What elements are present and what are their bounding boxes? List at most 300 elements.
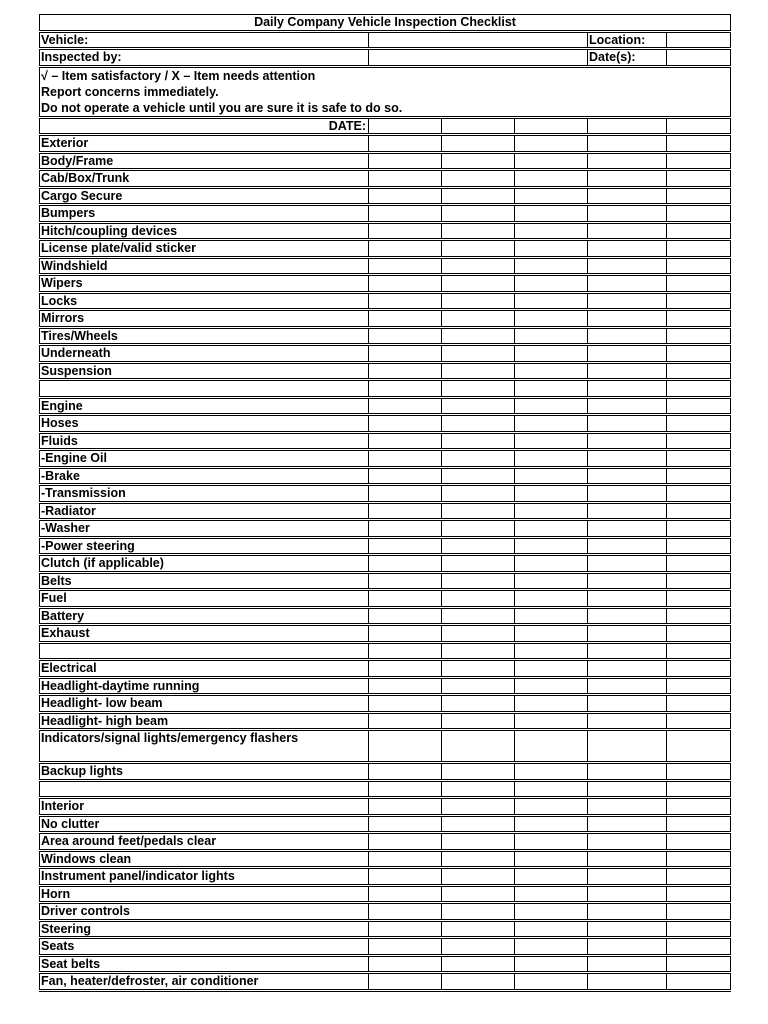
check-cell[interactable] <box>442 240 515 258</box>
checklist-row <box>40 275 731 293</box>
checklist-row <box>40 485 731 503</box>
check-cell[interactable] <box>369 520 442 538</box>
checklist-row <box>40 502 731 520</box>
date-cell[interactable] <box>369 117 442 135</box>
checklist-row <box>40 868 731 886</box>
check-cell[interactable] <box>515 572 588 590</box>
check-cell[interactable] <box>515 187 588 205</box>
check-cell[interactable] <box>442 310 515 328</box>
check-cell[interactable] <box>588 625 667 643</box>
check-cell[interactable] <box>515 485 588 503</box>
check-cell[interactable] <box>369 833 442 851</box>
check-cell[interactable] <box>667 815 731 833</box>
check-cell[interactable] <box>667 833 731 851</box>
check-cell[interactable] <box>515 467 588 485</box>
check-cell[interactable] <box>442 467 515 485</box>
check-cell[interactable] <box>588 257 667 275</box>
check-cell[interactable] <box>515 257 588 275</box>
checklist-item-label: Driver controls <box>40 903 369 921</box>
page-title: Daily Company Vehicle Inspection Checklist <box>40 15 731 32</box>
check-cell[interactable] <box>515 798 588 816</box>
check-cell[interactable] <box>515 730 588 763</box>
check-cell[interactable] <box>667 780 731 798</box>
check-cell[interactable] <box>369 850 442 868</box>
check-cell[interactable] <box>667 502 731 520</box>
check-cell[interactable] <box>667 415 731 433</box>
check-cell[interactable] <box>588 362 667 380</box>
check-cell[interactable] <box>442 868 515 886</box>
check-cell[interactable] <box>588 555 667 573</box>
check-cell[interactable] <box>667 730 731 763</box>
check-cell[interactable] <box>369 170 442 188</box>
check-cell[interactable] <box>369 292 442 310</box>
check-cell[interactable] <box>588 938 667 956</box>
check-cell[interactable] <box>588 798 667 816</box>
check-cell[interactable] <box>588 170 667 188</box>
check-cell[interactable] <box>667 135 731 153</box>
check-cell[interactable] <box>442 903 515 921</box>
check-cell[interactable] <box>442 660 515 678</box>
check-cell[interactable] <box>667 763 731 781</box>
check-cell[interactable] <box>442 485 515 503</box>
check-cell[interactable] <box>588 240 667 258</box>
check-cell[interactable] <box>369 938 442 956</box>
check-cell[interactable] <box>515 903 588 921</box>
checklist-row <box>40 327 731 345</box>
check-cell[interactable] <box>515 450 588 468</box>
check-cell[interactable] <box>515 695 588 713</box>
check-cell[interactable] <box>442 677 515 695</box>
check-cell[interactable] <box>515 222 588 240</box>
checklist-item-label <box>40 642 369 660</box>
check-cell[interactable] <box>667 257 731 275</box>
check-cell[interactable] <box>515 780 588 798</box>
check-cell[interactable] <box>515 380 588 398</box>
checklist-row <box>40 415 731 433</box>
legend-note: √ – Item satisfactory / X – Item needs attention <box>40 66 731 84</box>
check-cell[interactable] <box>515 170 588 188</box>
vehicle-row <box>40 31 731 49</box>
check-cell[interactable] <box>515 590 588 608</box>
check-cell[interactable] <box>369 555 442 573</box>
check-cell[interactable] <box>667 432 731 450</box>
check-cell[interactable] <box>667 537 731 555</box>
check-cell[interactable] <box>588 712 667 730</box>
check-cell[interactable] <box>515 868 588 886</box>
check-cell[interactable] <box>588 520 667 538</box>
check-cell[interactable] <box>667 973 731 991</box>
inspected-by-row <box>40 49 731 67</box>
checklist-row <box>40 850 731 868</box>
check-cell[interactable] <box>667 187 731 205</box>
check-cell[interactable] <box>667 152 731 170</box>
check-cell[interactable] <box>515 327 588 345</box>
check-cell[interactable] <box>369 660 442 678</box>
check-cell[interactable] <box>515 275 588 293</box>
checklist-item-label: Headlight- high beam <box>40 712 369 730</box>
check-cell[interactable] <box>515 885 588 903</box>
check-cell[interactable] <box>442 292 515 310</box>
check-cell[interactable] <box>369 257 442 275</box>
check-cell[interactable] <box>369 327 442 345</box>
check-cell[interactable] <box>588 432 667 450</box>
checklist-item-label: Headlight-daytime running <box>40 677 369 695</box>
checklist-row <box>40 257 731 275</box>
check-cell[interactable] <box>442 257 515 275</box>
checklist-row <box>40 730 731 763</box>
check-cell[interactable] <box>667 920 731 938</box>
check-cell[interactable] <box>588 345 667 363</box>
check-cell[interactable] <box>442 625 515 643</box>
check-cell[interactable] <box>667 397 731 415</box>
check-cell[interactable] <box>667 345 731 363</box>
check-cell[interactable] <box>588 850 667 868</box>
check-cell[interactable] <box>588 467 667 485</box>
check-cell[interactable] <box>442 135 515 153</box>
check-cell[interactable] <box>667 712 731 730</box>
check-cell[interactable] <box>667 485 731 503</box>
checklist-item-label: -Radiator <box>40 502 369 520</box>
check-cell[interactable] <box>369 798 442 816</box>
check-cell[interactable] <box>667 798 731 816</box>
check-cell[interactable] <box>588 485 667 503</box>
check-cell[interactable] <box>369 240 442 258</box>
check-cell[interactable] <box>515 607 588 625</box>
check-cell[interactable] <box>588 642 667 660</box>
check-cell[interactable] <box>515 660 588 678</box>
checklist-item-label: Indicators/signal lights/emergency flashers <box>40 730 369 763</box>
check-cell[interactable] <box>369 537 442 555</box>
check-cell[interactable] <box>588 205 667 223</box>
check-cell[interactable] <box>369 205 442 223</box>
checklist-row <box>40 973 731 991</box>
check-cell[interactable] <box>667 275 731 293</box>
check-cell[interactable] <box>588 763 667 781</box>
checklist-item-label: Exterior <box>40 135 369 153</box>
check-cell[interactable] <box>369 397 442 415</box>
check-cell[interactable] <box>442 152 515 170</box>
check-cell[interactable] <box>369 135 442 153</box>
check-cell[interactable] <box>442 555 515 573</box>
checklist-item-label: -Brake <box>40 467 369 485</box>
check-cell[interactable] <box>442 345 515 363</box>
check-cell[interactable] <box>588 537 667 555</box>
check-cell[interactable] <box>369 572 442 590</box>
checklist-item-label: Fan, heater/defroster, air conditioner <box>40 973 369 991</box>
check-cell[interactable] <box>442 833 515 851</box>
check-cell[interactable] <box>369 903 442 921</box>
check-cell[interactable] <box>442 730 515 763</box>
check-cell[interactable] <box>588 450 667 468</box>
check-cell[interactable] <box>588 152 667 170</box>
check-cell[interactable] <box>667 607 731 625</box>
checklist-item-label: Windshield <box>40 257 369 275</box>
check-cell[interactable] <box>369 310 442 328</box>
check-cell[interactable] <box>442 642 515 660</box>
check-cell[interactable] <box>515 397 588 415</box>
check-cell[interactable] <box>667 205 731 223</box>
check-cell[interactable] <box>442 170 515 188</box>
check-cell[interactable] <box>588 695 667 713</box>
check-cell[interactable] <box>369 590 442 608</box>
check-cell[interactable] <box>515 938 588 956</box>
check-cell[interactable] <box>588 955 667 973</box>
check-cell[interactable] <box>442 415 515 433</box>
check-cell[interactable] <box>515 625 588 643</box>
check-cell[interactable] <box>667 170 731 188</box>
check-cell[interactable] <box>515 555 588 573</box>
check-cell[interactable] <box>588 327 667 345</box>
check-cell[interactable] <box>442 973 515 991</box>
check-cell[interactable] <box>515 152 588 170</box>
check-cell[interactable] <box>515 677 588 695</box>
check-cell[interactable] <box>369 415 442 433</box>
check-cell[interactable] <box>442 590 515 608</box>
check-cell[interactable] <box>442 187 515 205</box>
check-cell[interactable] <box>442 955 515 973</box>
checklist-item-label: Belts <box>40 572 369 590</box>
check-cell[interactable] <box>442 397 515 415</box>
safety-note: Do not operate a vehicle until you are sure it is safe to do so. <box>40 100 731 118</box>
check-cell[interactable] <box>369 345 442 363</box>
check-cell[interactable] <box>667 327 731 345</box>
check-cell[interactable] <box>667 520 731 538</box>
vehicle-label: Vehicle: <box>40 31 369 49</box>
check-cell[interactable] <box>369 712 442 730</box>
check-cell[interactable] <box>667 590 731 608</box>
check-cell[interactable] <box>588 607 667 625</box>
check-cell[interactable] <box>369 187 442 205</box>
check-cell[interactable] <box>442 327 515 345</box>
check-cell[interactable] <box>588 222 667 240</box>
checklist-row <box>40 938 731 956</box>
check-cell[interactable] <box>369 502 442 520</box>
checklist-item-label: Area around feet/pedals clear <box>40 833 369 851</box>
check-cell[interactable] <box>667 868 731 886</box>
check-cell[interactable] <box>588 310 667 328</box>
check-cell[interactable] <box>667 695 731 713</box>
location-field[interactable] <box>667 31 731 49</box>
checklist-item-label <box>40 380 369 398</box>
check-cell[interactable] <box>369 485 442 503</box>
check-cell[interactable] <box>442 502 515 520</box>
check-cell[interactable] <box>515 850 588 868</box>
check-cell[interactable] <box>515 973 588 991</box>
check-cell[interactable] <box>515 712 588 730</box>
check-cell[interactable] <box>588 815 667 833</box>
checklist-item-label: Instrument panel/indicator lights <box>40 868 369 886</box>
check-cell[interactable] <box>442 763 515 781</box>
check-cell[interactable] <box>442 885 515 903</box>
check-cell[interactable] <box>442 850 515 868</box>
checklist-item-label: Clutch (if applicable) <box>40 555 369 573</box>
check-cell[interactable] <box>515 205 588 223</box>
check-cell[interactable] <box>369 432 442 450</box>
check-cell[interactable] <box>369 222 442 240</box>
checklist-row <box>40 380 731 398</box>
check-cell[interactable] <box>515 955 588 973</box>
check-cell[interactable] <box>442 815 515 833</box>
check-cell[interactable] <box>667 938 731 956</box>
checklist-item-label: Tires/Wheels <box>40 327 369 345</box>
check-cell[interactable] <box>667 660 731 678</box>
date-label: DATE: <box>40 117 369 135</box>
check-cell[interactable] <box>588 677 667 695</box>
check-cell[interactable] <box>369 955 442 973</box>
check-cell[interactable] <box>588 135 667 153</box>
check-cell[interactable] <box>442 450 515 468</box>
checklist-row <box>40 205 731 223</box>
check-cell[interactable] <box>588 973 667 991</box>
check-cell[interactable] <box>515 432 588 450</box>
check-cell[interactable] <box>588 920 667 938</box>
check-cell[interactable] <box>369 730 442 763</box>
check-cell[interactable] <box>369 152 442 170</box>
check-cell[interactable] <box>369 677 442 695</box>
safety-note-row <box>40 100 731 118</box>
legend-row <box>40 66 731 84</box>
check-cell[interactable] <box>442 205 515 223</box>
check-cell[interactable] <box>515 520 588 538</box>
check-cell[interactable] <box>667 450 731 468</box>
check-cell[interactable] <box>515 833 588 851</box>
check-cell[interactable] <box>588 187 667 205</box>
check-cell[interactable] <box>515 642 588 660</box>
check-cell[interactable] <box>667 222 731 240</box>
check-cell[interactable] <box>667 955 731 973</box>
check-cell[interactable] <box>515 763 588 781</box>
check-cell[interactable] <box>667 850 731 868</box>
check-cell[interactable] <box>667 362 731 380</box>
check-cell[interactable] <box>667 677 731 695</box>
check-cell[interactable] <box>667 292 731 310</box>
check-cell[interactable] <box>369 450 442 468</box>
check-cell[interactable] <box>442 362 515 380</box>
check-cell[interactable] <box>369 868 442 886</box>
check-cell[interactable] <box>588 502 667 520</box>
check-cell[interactable] <box>515 502 588 520</box>
checklist-item-label: Suspension <box>40 362 369 380</box>
check-cell[interactable] <box>667 555 731 573</box>
check-cell[interactable] <box>588 730 667 763</box>
check-cell[interactable] <box>369 467 442 485</box>
check-cell[interactable] <box>667 380 731 398</box>
report-note-row <box>40 84 731 100</box>
check-cell[interactable] <box>369 763 442 781</box>
check-cell[interactable] <box>588 885 667 903</box>
inspected-by-field[interactable] <box>369 49 588 67</box>
check-cell[interactable] <box>515 292 588 310</box>
check-cell[interactable] <box>369 275 442 293</box>
check-cell[interactable] <box>442 380 515 398</box>
date-cell[interactable] <box>667 117 731 135</box>
check-cell[interactable] <box>442 520 515 538</box>
check-cell[interactable] <box>588 275 667 293</box>
check-cell[interactable] <box>588 397 667 415</box>
date-cell[interactable] <box>442 117 515 135</box>
check-cell[interactable] <box>515 815 588 833</box>
check-cell[interactable] <box>369 642 442 660</box>
check-cell[interactable] <box>369 815 442 833</box>
check-cell[interactable] <box>442 537 515 555</box>
check-cell[interactable] <box>588 415 667 433</box>
check-cell[interactable] <box>442 920 515 938</box>
check-cell[interactable] <box>515 240 588 258</box>
check-cell[interactable] <box>442 222 515 240</box>
check-cell[interactable] <box>442 780 515 798</box>
dates-field[interactable] <box>667 49 731 67</box>
title-row <box>40 15 731 32</box>
check-cell[interactable] <box>588 590 667 608</box>
check-cell[interactable] <box>369 920 442 938</box>
check-cell[interactable] <box>667 572 731 590</box>
check-cell[interactable] <box>667 903 731 921</box>
check-cell[interactable] <box>588 572 667 590</box>
check-cell[interactable] <box>515 345 588 363</box>
check-cell[interactable] <box>442 695 515 713</box>
check-cell[interactable] <box>515 537 588 555</box>
check-cell[interactable] <box>369 607 442 625</box>
check-cell[interactable] <box>588 660 667 678</box>
checklist-row <box>40 572 731 590</box>
checklist-row <box>40 345 731 363</box>
check-cell[interactable] <box>667 642 731 660</box>
check-cell[interactable] <box>515 920 588 938</box>
check-cell[interactable] <box>442 938 515 956</box>
check-cell[interactable] <box>515 415 588 433</box>
checklist-row <box>40 170 731 188</box>
check-cell[interactable] <box>369 380 442 398</box>
checklist-row <box>40 240 731 258</box>
check-cell[interactable] <box>515 310 588 328</box>
check-cell[interactable] <box>515 135 588 153</box>
checklist-item-label: Seat belts <box>40 955 369 973</box>
check-cell[interactable] <box>667 625 731 643</box>
checklist-row <box>40 798 731 816</box>
check-cell[interactable] <box>515 362 588 380</box>
vehicle-field[interactable] <box>369 31 588 49</box>
check-cell[interactable] <box>442 798 515 816</box>
check-cell[interactable] <box>369 973 442 991</box>
check-cell[interactable] <box>588 868 667 886</box>
check-cell[interactable] <box>442 712 515 730</box>
check-cell[interactable] <box>588 292 667 310</box>
check-cell[interactable] <box>369 625 442 643</box>
check-cell[interactable] <box>369 885 442 903</box>
check-cell[interactable] <box>442 572 515 590</box>
checklist-row <box>40 780 731 798</box>
checklist-item-label: Steering <box>40 920 369 938</box>
check-cell[interactable] <box>369 362 442 380</box>
checklist-row <box>40 833 731 851</box>
check-cell[interactable] <box>588 380 667 398</box>
check-cell[interactable] <box>369 780 442 798</box>
check-cell[interactable] <box>667 240 731 258</box>
check-cell[interactable] <box>667 310 731 328</box>
checklist-item-label: Underneath <box>40 345 369 363</box>
check-cell[interactable] <box>588 903 667 921</box>
check-cell[interactable] <box>667 885 731 903</box>
check-cell[interactable] <box>442 275 515 293</box>
check-cell[interactable] <box>442 607 515 625</box>
check-cell[interactable] <box>442 432 515 450</box>
check-cell[interactable] <box>667 467 731 485</box>
check-cell[interactable] <box>369 695 442 713</box>
date-cell[interactable] <box>588 117 667 135</box>
check-cell[interactable] <box>588 780 667 798</box>
check-cell[interactable] <box>588 833 667 851</box>
date-cell[interactable] <box>515 117 588 135</box>
